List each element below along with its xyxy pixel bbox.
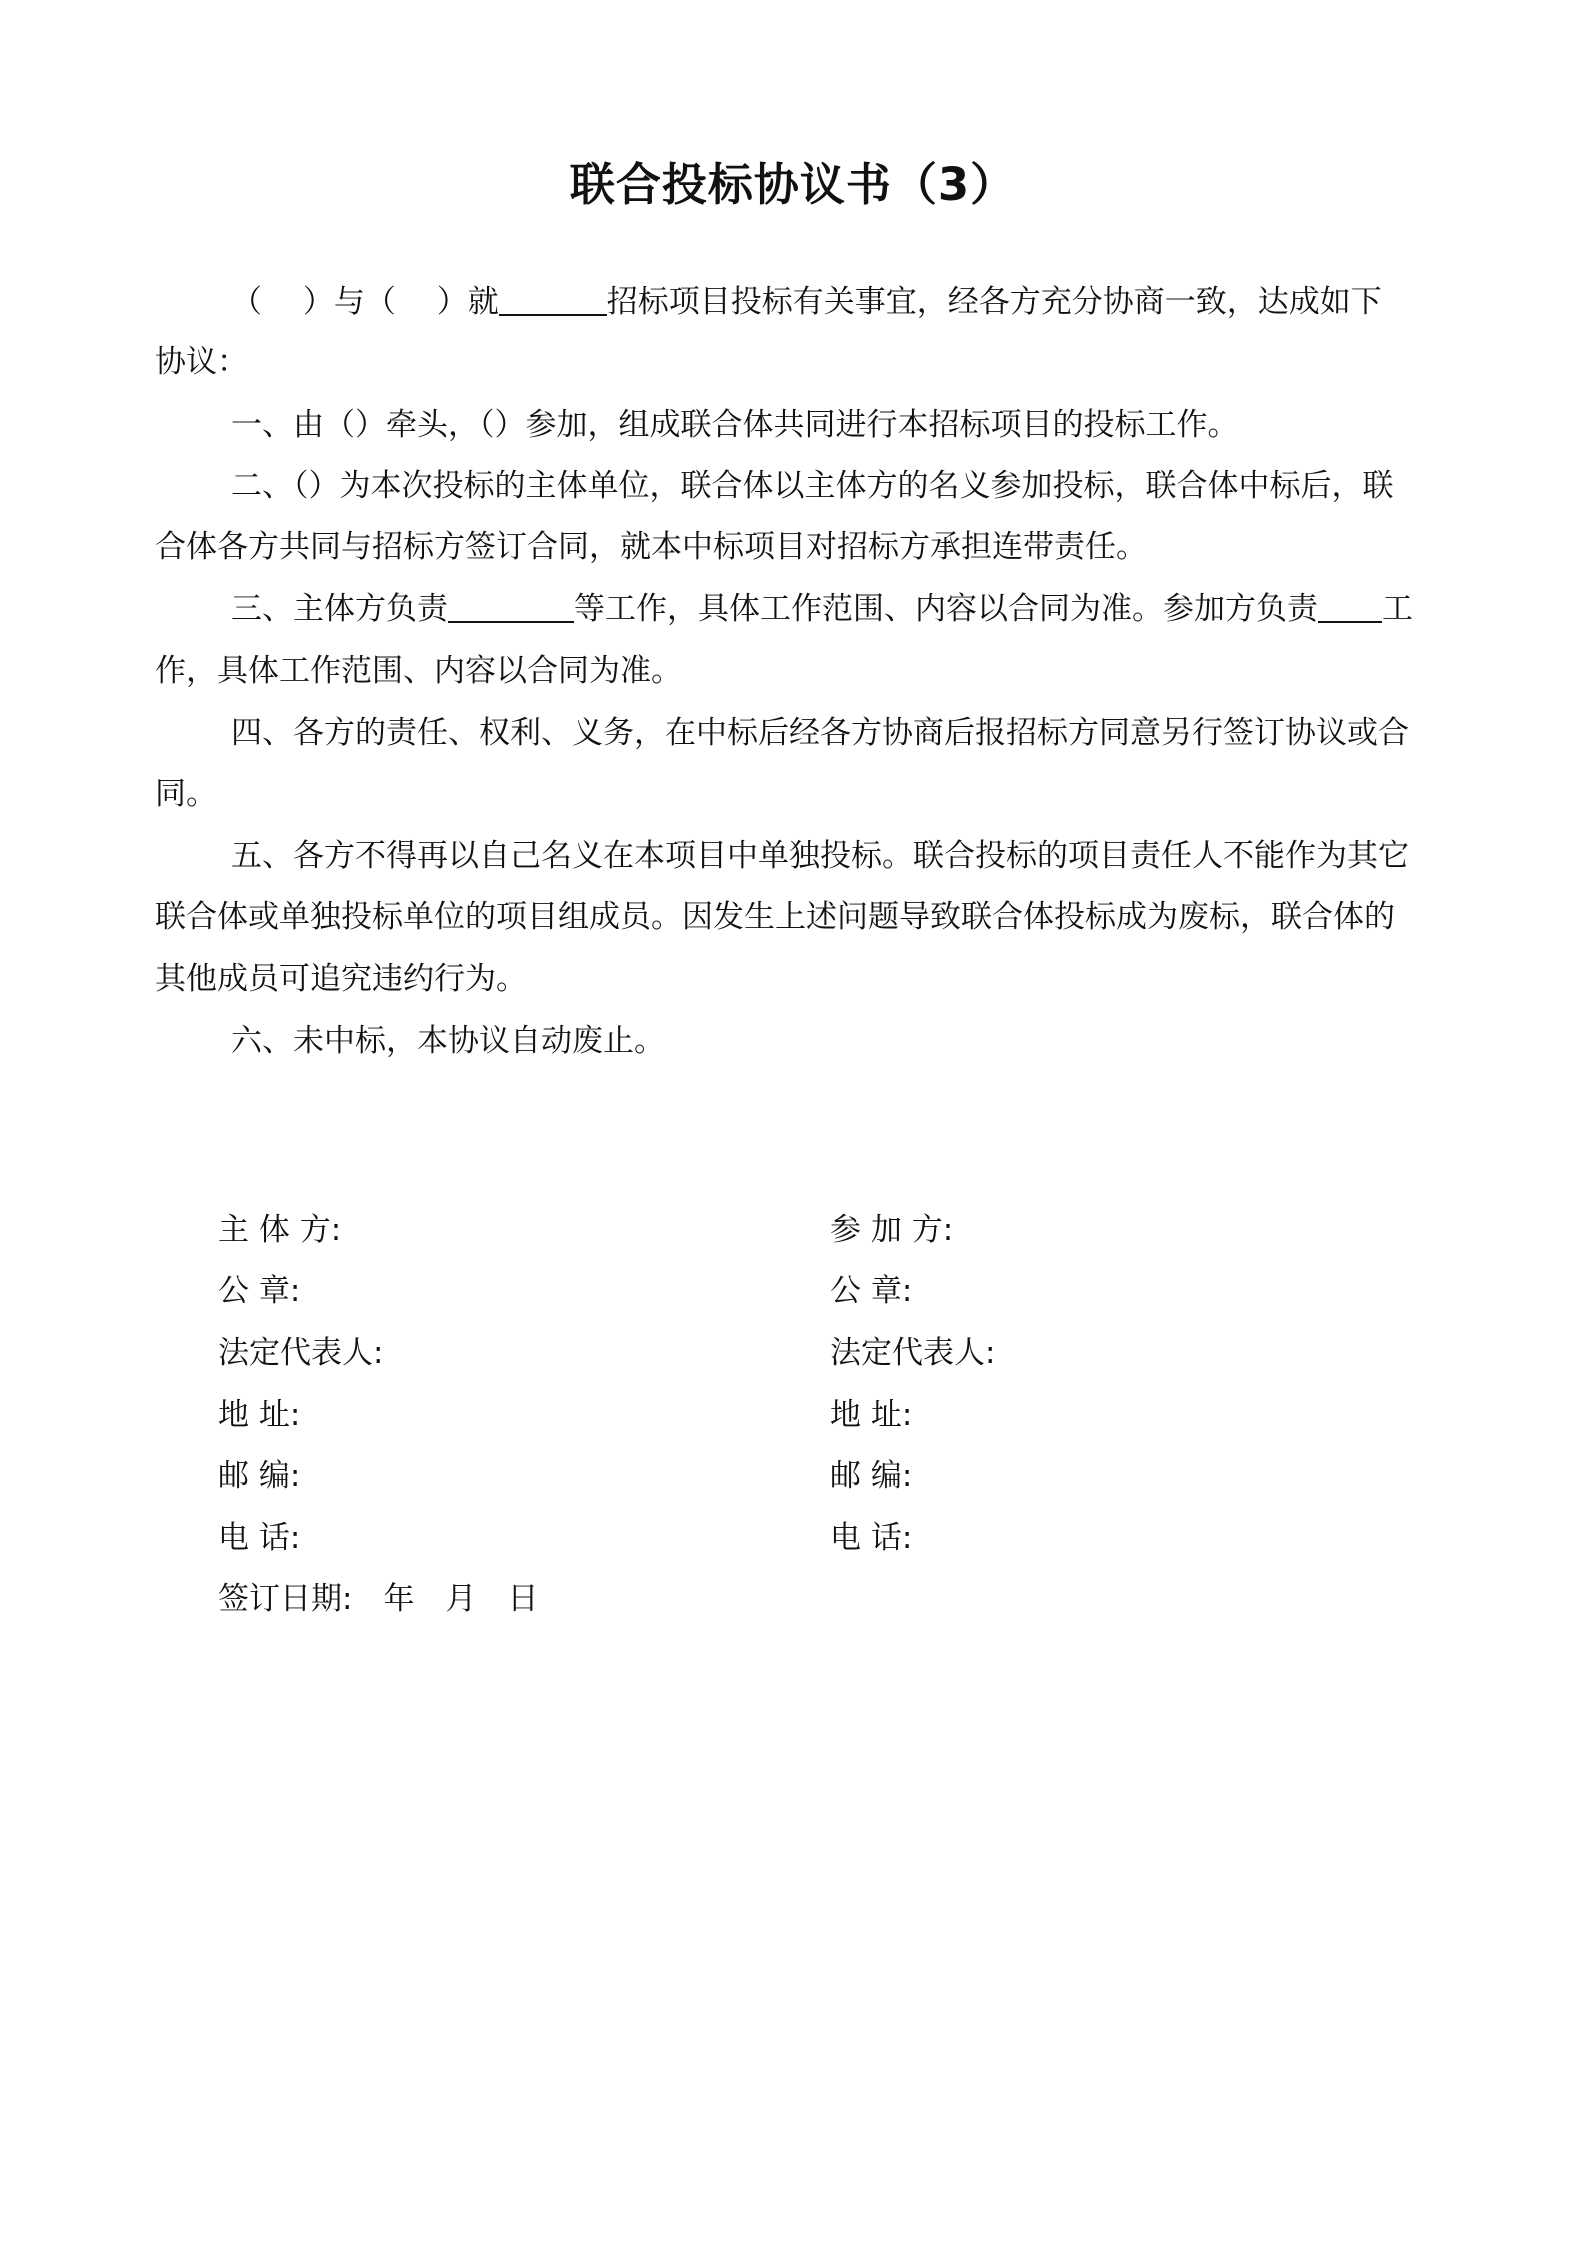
clause-3-text-3: 工 — [1382, 591, 1413, 627]
participant-address-label: 地 址: — [830, 1397, 913, 1433]
participant-label: 参 加 方: — [830, 1212, 954, 1248]
participant-phone-label: 电 话: — [830, 1520, 913, 1556]
participant-seal-label: 公 章: — [830, 1273, 913, 1309]
project-name-blank — [499, 286, 607, 316]
clause-5-line-1: 五、各方不得再以自己名义在本项目中单独投标。联合投标的项目责任人不能作为其它 — [231, 838, 1409, 874]
main-party-duty-blank — [448, 593, 574, 623]
clause-5-line-3: 其他成员可追究违约行为。 — [155, 961, 527, 997]
main-party-postcode-label: 邮 编: — [218, 1458, 301, 1494]
main-party-rep-label: 法定代表人: — [218, 1335, 384, 1371]
participant-rep-label: 法定代表人: — [830, 1335, 996, 1371]
clause-1: 一、由（）牵头，（）参加，组成联合体共同进行本招标项目的投标工作。 — [231, 407, 1239, 443]
clause-5-line-2: 联合体或单独投标单位的项目组成员。因发生上述问题导致联合体投标成为废标，联合体的 — [155, 899, 1395, 935]
clause-3-text-1: 三、主体方负责 — [231, 591, 448, 627]
intro-text-1: （ ）与（ ）就 — [231, 284, 499, 320]
intro-line-2: 协议： — [155, 344, 248, 380]
clause-6: 六、未中标，本协议自动废止。 — [231, 1023, 665, 1059]
main-party-phone-label: 电 话: — [218, 1520, 301, 1556]
clause-3-line-2: 作，具体工作范围、内容以合同为准。 — [155, 653, 682, 689]
main-party-label: 主 体 方: — [218, 1212, 342, 1248]
clause-3-text-2: 等工作，具体工作范围、内容以合同为准。参加方负责 — [574, 591, 1318, 627]
clause-2-line-2: 合体各方共同与招标方签订合同，就本中标项目对招标方承担连带责任。 — [155, 529, 1147, 565]
intro-text-2: 招标项目投标有关事宜，经各方充分协商一致，达成如下 — [606, 284, 1382, 320]
clause-4-line-2: 同。 — [155, 776, 217, 812]
sign-date-label: 签订日期: 年 月 日 — [218, 1581, 539, 1617]
participant-postcode-label: 邮 编: — [830, 1458, 913, 1494]
participant-duty-blank — [1318, 593, 1382, 623]
intro-line-1 — [231, 282, 1382, 322]
document-title: 联合投标协议书（3） — [569, 158, 1017, 211]
clause-4-line-1: 四、各方的责任、权利、义务，在中标后经各方协商后报招标方同意另行签订协议或合 — [231, 715, 1409, 751]
clause-3-line-1 — [231, 589, 1413, 629]
clause-2-line-1: 二、（）为本次投标的主体单位，联合体以主体方的名义参加投标，联合体中标后，联 — [231, 468, 1394, 504]
main-party-address-label: 地 址: — [218, 1397, 301, 1433]
main-party-seal-label: 公 章: — [218, 1273, 301, 1309]
